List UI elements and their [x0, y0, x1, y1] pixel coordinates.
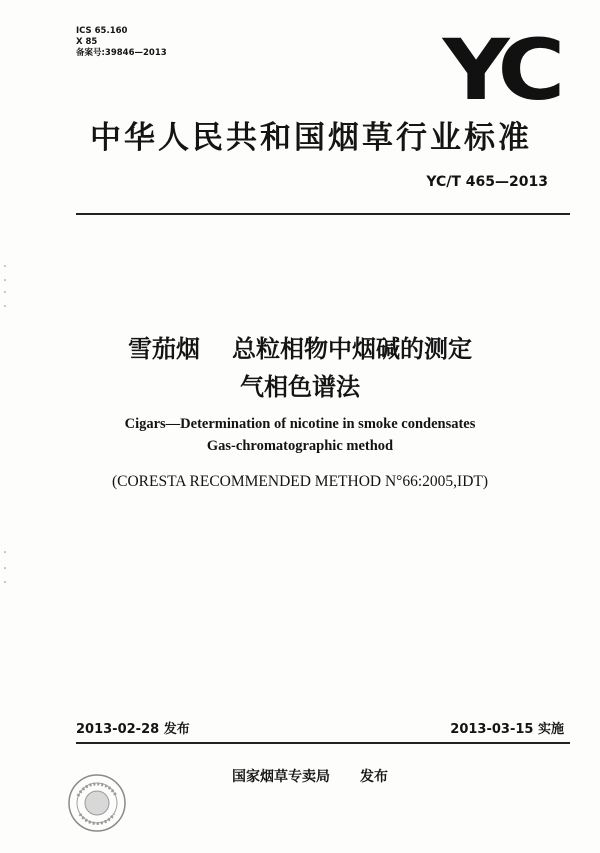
english-title-line1: Cigars—Determination of nicotine in smoke condensates — [124, 416, 476, 432]
yc-logo: YC — [442, 21, 556, 119]
filing-value: 39846—2013 — [104, 48, 167, 58]
binding-marks-lower — [2, 548, 8, 588]
issue-date-line — [76, 718, 190, 737]
issue-date: 2013-02-28 — [76, 722, 160, 737]
standard-title: 中华人民共和国烟草行业标准 — [90, 120, 532, 156]
implement-date: 2013-03-15 — [450, 722, 534, 737]
chinese-title-part2: 总粒相物中烟碱的测定 — [232, 335, 472, 363]
implement-date-line — [450, 718, 564, 737]
chinese-title-part1: 雪茄烟 — [128, 335, 200, 363]
header-divider — [76, 213, 570, 215]
binding-marks-upper — [2, 262, 8, 312]
chinese-title-line2: 气相色谱法 — [240, 373, 360, 401]
chinese-title — [0, 330, 600, 406]
equivalence-statement: (CORESTA RECOMMENDED METHOD N°66:2005,IDT) — [111, 473, 489, 490]
publisher-seal-stamp — [66, 772, 128, 834]
filing-number: 备案号:39846—2013 — [76, 48, 167, 58]
english-title — [0, 413, 600, 457]
standard-number: YC/T 465—2013 — [426, 174, 548, 190]
classification-block — [76, 26, 167, 59]
english-title-line2: Gas-chromatographic method — [206, 438, 394, 454]
publisher-line — [232, 766, 388, 786]
footer-divider — [76, 742, 570, 744]
filing-label: 备案号 — [76, 48, 102, 58]
publisher-action: 发布 — [360, 769, 388, 785]
implement-label: 实施 — [537, 722, 564, 737]
publisher-name: 国家烟草专卖局 — [232, 769, 330, 785]
ics-code: ICS 65.160 — [76, 26, 128, 36]
issue-label: 发布 — [163, 722, 190, 737]
ccs-code: X 85 — [76, 37, 98, 47]
